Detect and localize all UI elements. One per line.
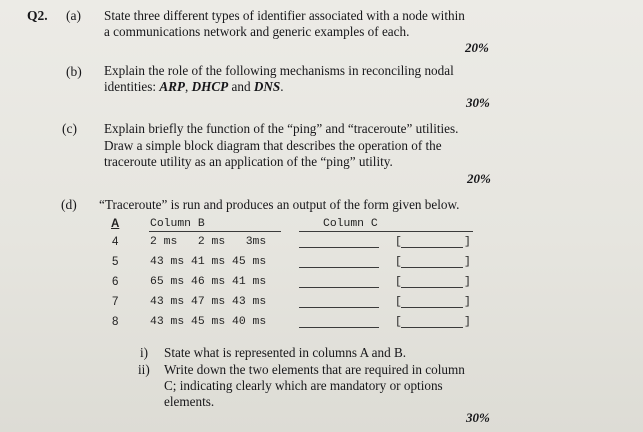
part-a-line1: State three different types of identifier associated with a node within bbox=[104, 8, 465, 23]
row-5-times: 43 ms 45 ms 40 ms bbox=[150, 316, 267, 328]
row-4-hop: 7 bbox=[112, 296, 119, 308]
row-2-bracket-open: [ bbox=[395, 256, 402, 268]
row-4-bracket-open: [ bbox=[395, 296, 402, 308]
part-c-label: (c) bbox=[62, 121, 77, 136]
row-5-bracket-open: [ bbox=[395, 316, 402, 328]
column-c-header: Column C bbox=[323, 218, 378, 230]
row-1-hop: 4 bbox=[112, 236, 119, 248]
part-c-line3: traceroute utility as an application of the “ping” utility. bbox=[104, 154, 393, 169]
sub-ii-line2: C; indicating clearly which are mandatory or options bbox=[164, 378, 443, 393]
row-1-times: 2 ms 2 ms 3ms bbox=[150, 236, 267, 248]
column-a-header: A bbox=[111, 218, 120, 230]
row-1-bracket-blank bbox=[401, 247, 463, 248]
part-a-marks: 20% bbox=[465, 40, 489, 55]
dns-term: DNS bbox=[253, 79, 281, 94]
part-b-marks: 30% bbox=[466, 95, 490, 110]
row-4-times: 43 ms 47 ms 43 ms bbox=[150, 296, 267, 308]
row-5-bracket-close: ] bbox=[464, 316, 471, 328]
row-4-bracket-close: ] bbox=[464, 296, 471, 308]
sub-ii-line3: elements. bbox=[164, 394, 215, 409]
part-b-line2 bbox=[104, 79, 284, 95]
row-2-hop: 5 bbox=[112, 256, 119, 268]
question-number: Q2. bbox=[27, 8, 48, 23]
row-2-bracket-blank bbox=[401, 267, 463, 268]
sub-i-text: State what is represented in columns A and B. bbox=[164, 345, 407, 360]
part-b-sep: , bbox=[184, 79, 192, 94]
row-1-bracket-open: [ bbox=[395, 236, 402, 248]
column-b-header: Column B bbox=[150, 218, 205, 230]
row-5-bracket-blank bbox=[401, 327, 463, 328]
row-4-blank bbox=[299, 307, 379, 308]
row-2-blank bbox=[299, 267, 379, 268]
part-b-period: . bbox=[280, 79, 284, 94]
part-d-intro: “Traceroute” is run and produces an output of the form given below. bbox=[99, 197, 460, 212]
row-5-hop: 8 bbox=[112, 316, 119, 328]
row-4-bracket-blank bbox=[401, 307, 463, 308]
part-b-and: and bbox=[228, 79, 254, 94]
part-b-label: (b) bbox=[66, 64, 82, 79]
sub-ii-line1: Write down the two elements that are required in column bbox=[164, 362, 465, 377]
row-3-bracket-close: ] bbox=[464, 276, 471, 288]
row-3-bracket-open: [ bbox=[395, 276, 402, 288]
row-3-blank bbox=[299, 287, 379, 288]
row-2-times: 43 ms 41 ms 45 ms bbox=[150, 256, 267, 268]
part-b-line1: Explain the role of the following mechanisms in reconciling nodal bbox=[104, 63, 454, 78]
sub-i-label: i) bbox=[140, 345, 149, 360]
part-c-marks: 20% bbox=[467, 171, 491, 186]
row-1-bracket-close: ] bbox=[464, 236, 471, 248]
part-a-label: (a) bbox=[66, 8, 81, 23]
row-5-blank bbox=[299, 327, 379, 328]
row-3-times: 65 ms 46 ms 41 ms bbox=[150, 276, 267, 288]
part-d-label: (d) bbox=[61, 197, 77, 212]
part-b-prefix: identities: bbox=[104, 79, 160, 94]
part-d-marks: 30% bbox=[466, 410, 490, 425]
arp-term: ARP bbox=[159, 79, 185, 94]
row-1-blank bbox=[299, 247, 379, 248]
column-b-underline bbox=[149, 231, 281, 232]
column-c-underline bbox=[299, 231, 473, 232]
row-2-bracket-close: ] bbox=[464, 256, 471, 268]
dhcp-term: DHCP bbox=[191, 79, 229, 94]
part-c-line1: Explain briefly the function of the “ping” and “traceroute” utilities. bbox=[104, 121, 459, 136]
part-c-line2: Draw a simple block diagram that describes the operation of the bbox=[104, 138, 442, 153]
row-3-hop: 6 bbox=[112, 276, 119, 288]
row-3-bracket-blank bbox=[401, 287, 463, 288]
sub-ii-label: ii) bbox=[138, 362, 150, 377]
part-a-line2: a communications network and generic examples of each. bbox=[104, 24, 410, 39]
